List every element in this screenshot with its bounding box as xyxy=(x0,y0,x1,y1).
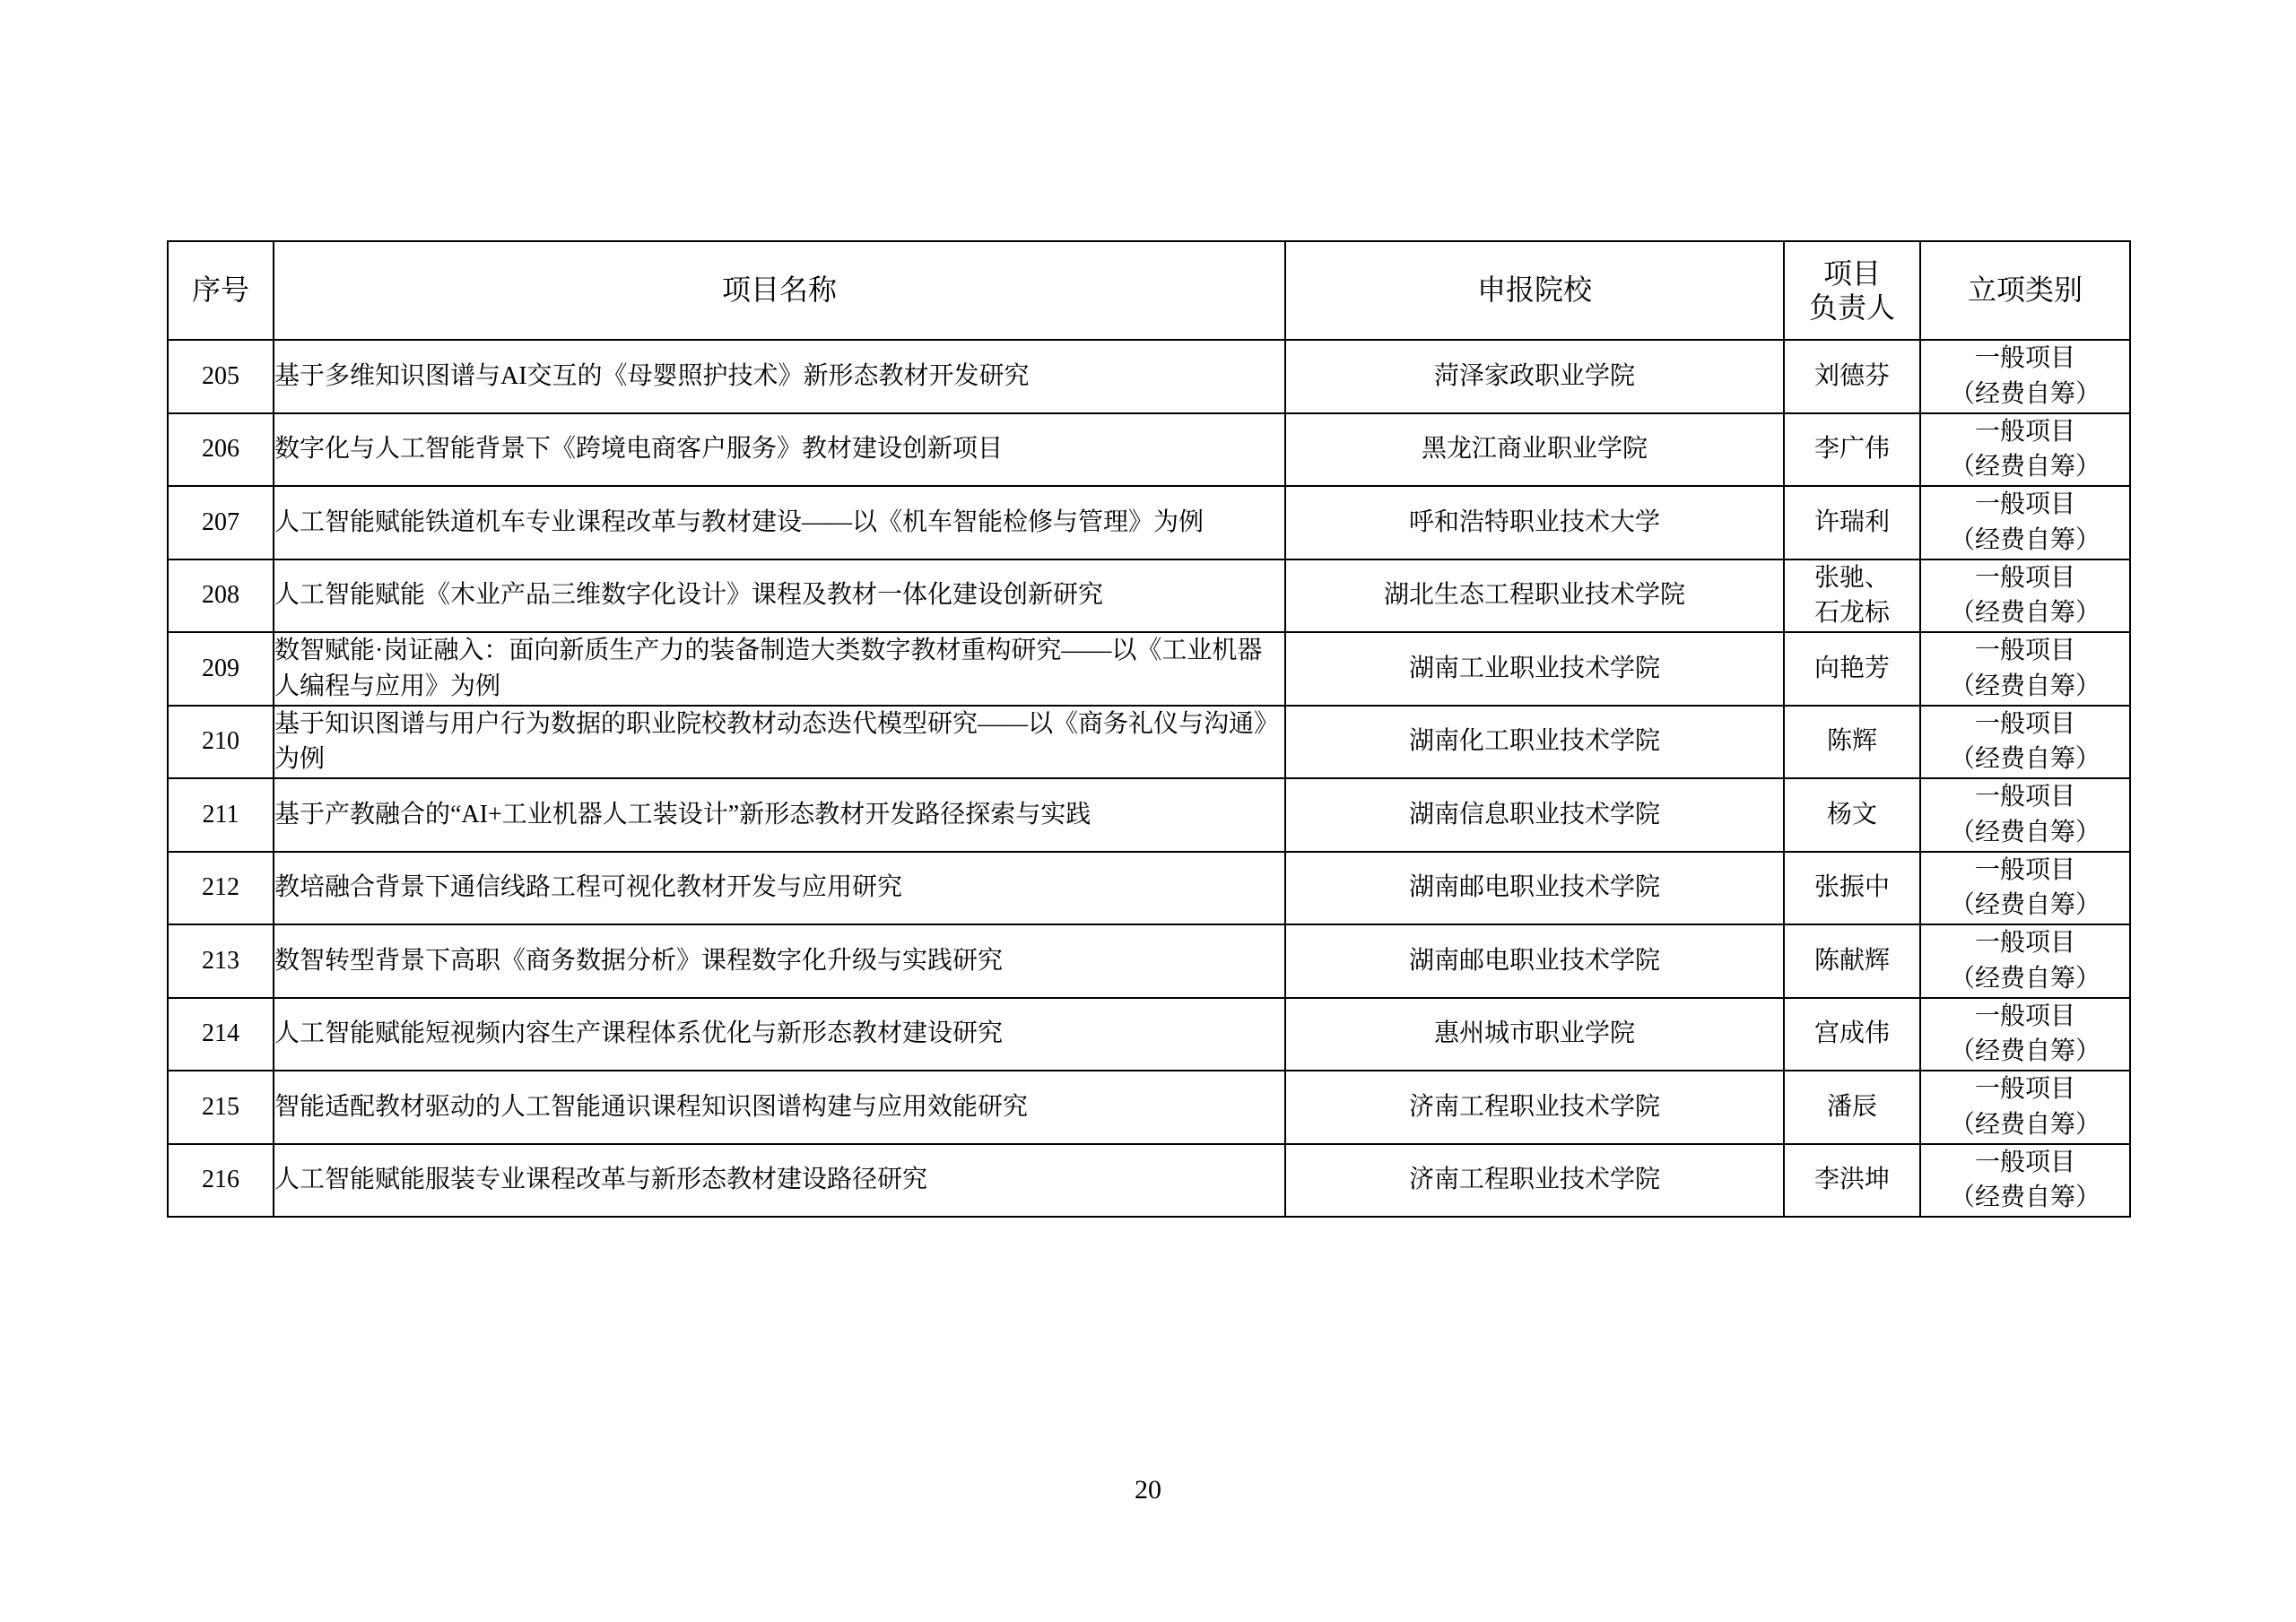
leader-name: 李洪坤 xyxy=(1813,1166,1890,1194)
category-line1: 一般项目 xyxy=(1974,637,2075,664)
category-line1: 一般项目 xyxy=(1974,709,2075,738)
leader-name: 刘德芬 xyxy=(1813,361,1890,390)
cell-project-name: 基于产教融合的“AI+工业机器人工装设计”新形态教材开发路径探索与实践 xyxy=(274,778,1285,852)
cell-school: 济南工程职业技术学院 xyxy=(1285,1144,1784,1218)
column-header-index: 序号 xyxy=(168,241,274,340)
table-row xyxy=(168,559,2130,633)
category-line2: （经费自筹） xyxy=(1949,599,2100,628)
cell-project-name: 人工智能赋能短视频内容生产课程体系优化与新形态教材建设研究 xyxy=(274,998,1285,1071)
cell-index: 213 xyxy=(168,924,274,998)
cell-leader xyxy=(1784,632,1920,706)
cell-index: 205 xyxy=(168,340,274,413)
cell-project-name: 教培融合背景下通信线路工程可视化教材开发与应用研究 xyxy=(274,852,1285,925)
cell-category xyxy=(1920,486,2130,559)
cell-category xyxy=(1920,559,2130,633)
table-header-row xyxy=(168,241,2130,340)
category-line2: （经费自筹） xyxy=(1949,672,2100,700)
cell-category xyxy=(1920,852,2130,925)
table-row xyxy=(168,340,2130,413)
cell-leader xyxy=(1784,924,1920,998)
category-line2: （经费自筹） xyxy=(1949,818,2100,846)
cell-school: 湖南工业职业技术学院 xyxy=(1285,632,1784,706)
category-line1: 一般项目 xyxy=(1974,929,2075,957)
cell-index: 215 xyxy=(168,1071,274,1144)
category-line1: 一般项目 xyxy=(1974,855,2075,884)
table-row xyxy=(168,924,2130,998)
cell-school: 湖北生态工程职业技术学院 xyxy=(1285,559,1784,633)
leader-name: 李广伟 xyxy=(1813,435,1890,464)
leader-name: 陈献辉 xyxy=(1813,946,1890,975)
leader-name: 许瑞利 xyxy=(1813,507,1890,536)
cell-project-name: 人工智能赋能服装专业课程改革与新形态教材建设路径研究 xyxy=(274,1144,1285,1218)
category-line2: （经费自筹） xyxy=(1949,1184,2100,1212)
page-number: 20 xyxy=(1135,1475,1161,1505)
cell-project-name: 数字化与人工智能背景下《跨境电商客户服务》教材建设创新项目 xyxy=(274,413,1285,487)
cell-school: 湖南信息职业技术学院 xyxy=(1285,778,1784,852)
category-line2: （经费自筹） xyxy=(1949,745,2100,774)
leader-name: 宫成伟 xyxy=(1813,1019,1890,1048)
category-line1: 一般项目 xyxy=(1974,1075,2075,1103)
table-row xyxy=(168,486,2130,559)
column-header-school: 申报院校 xyxy=(1285,241,1784,340)
cell-leader xyxy=(1784,1144,1920,1218)
cell-index: 214 xyxy=(168,998,274,1071)
category-line2: （经费自筹） xyxy=(1949,379,2100,408)
table-row xyxy=(168,998,2130,1071)
cell-project-name: 人工智能赋能铁道机车专业课程改革与教材建设——以《机车智能检修与管理》为例 xyxy=(274,486,1285,559)
cell-index: 207 xyxy=(168,486,274,559)
project-list-table xyxy=(167,240,2131,1218)
column-header-leader-line1: 项目 xyxy=(1822,256,1881,290)
category-line2: （经费自筹） xyxy=(1949,525,2100,554)
leader-name: 杨文 xyxy=(1826,800,1877,828)
cell-category xyxy=(1920,1071,2130,1144)
table-row xyxy=(168,1071,2130,1144)
cell-school: 济南工程职业技术学院 xyxy=(1285,1071,1784,1144)
column-header-project-name: 项目名称 xyxy=(274,241,1285,340)
cell-index: 206 xyxy=(168,413,274,487)
category-line1: 一般项目 xyxy=(1974,563,2075,592)
cell-category xyxy=(1920,1144,2130,1218)
category-line1: 一般项目 xyxy=(1974,344,2075,372)
cell-index: 208 xyxy=(168,559,274,633)
cell-school: 菏泽家政职业学院 xyxy=(1285,340,1784,413)
cell-school: 湖南化工职业技术学院 xyxy=(1285,706,1784,779)
table-row xyxy=(168,413,2130,487)
cell-leader xyxy=(1784,340,1920,413)
cell-category xyxy=(1920,998,2130,1071)
cell-school: 湖南邮电职业技术学院 xyxy=(1285,924,1784,998)
category-line2: （经费自筹） xyxy=(1949,453,2100,481)
leader-name: 石龙标 xyxy=(1813,599,1890,628)
cell-index: 211 xyxy=(168,778,274,852)
cell-project-name: 基于多维知识图谱与AI交互的《母婴照护技术》新形态教材开发研究 xyxy=(274,340,1285,413)
cell-index: 210 xyxy=(168,706,274,779)
leader-name: 张振中 xyxy=(1813,873,1890,902)
column-header-leader xyxy=(1784,241,1920,340)
cell-category xyxy=(1920,632,2130,706)
table-row xyxy=(168,632,2130,706)
cell-leader xyxy=(1784,998,1920,1071)
project-list-table-wrapper xyxy=(167,240,2129,1218)
cell-leader xyxy=(1784,486,1920,559)
category-line1: 一般项目 xyxy=(1974,783,2075,811)
cell-category xyxy=(1920,340,2130,413)
cell-category xyxy=(1920,413,2130,487)
category-line2: （经费自筹） xyxy=(1949,1037,2100,1066)
category-line2: （经费自筹） xyxy=(1949,1110,2100,1139)
cell-category xyxy=(1920,706,2130,779)
cell-school: 湖南邮电职业技术学院 xyxy=(1285,852,1784,925)
table-row xyxy=(168,706,2130,779)
cell-project-name: 数智赋能·岗证融入：面向新质生产力的装备制造大类数字教材重构研究——以《工业机器人编程与应用》为例 xyxy=(274,632,1285,706)
cell-leader xyxy=(1784,559,1920,633)
cell-project-name: 智能适配教材驱动的人工智能通识课程知识图谱构建与应用效能研究 xyxy=(274,1071,1285,1144)
cell-index: 209 xyxy=(168,632,274,706)
cell-leader xyxy=(1784,706,1920,779)
cell-school: 惠州城市职业学院 xyxy=(1285,998,1784,1071)
cell-school: 呼和浩特职业技术大学 xyxy=(1285,486,1784,559)
leader-name: 向艳芳 xyxy=(1813,654,1890,682)
table-row xyxy=(168,1144,2130,1218)
cell-project-name: 数智转型背景下高职《商务数据分析》课程数字化升级与实践研究 xyxy=(274,924,1285,998)
category-line1: 一般项目 xyxy=(1974,417,2075,446)
cell-school: 黑龙江商业职业学院 xyxy=(1285,413,1784,487)
cell-leader xyxy=(1784,852,1920,925)
table-row xyxy=(168,852,2130,925)
cell-project-name: 人工智能赋能《木业产品三维数字化设计》课程及教材一体化建设创新研究 xyxy=(274,559,1285,633)
cell-leader xyxy=(1784,413,1920,487)
leader-name: 张驰、 xyxy=(1813,563,1890,592)
leader-name: 潘辰 xyxy=(1826,1092,1877,1121)
cell-category xyxy=(1920,778,2130,852)
category-line1: 一般项目 xyxy=(1974,1148,2075,1176)
category-line2: （经费自筹） xyxy=(1949,891,2100,920)
column-header-category: 立项类别 xyxy=(1920,241,2130,340)
column-header-leader-line2: 负责人 xyxy=(1808,291,1895,324)
leader-name: 陈辉 xyxy=(1826,727,1877,756)
cell-leader xyxy=(1784,778,1920,852)
category-line1: 一般项目 xyxy=(1974,1002,2075,1030)
cell-project-name: 基于知识图谱与用户行为数据的职业院校教材动态迭代模型研究——以《商务礼仪与沟通》为例 xyxy=(274,706,1285,779)
cell-index: 216 xyxy=(168,1144,274,1218)
table-row xyxy=(168,778,2130,852)
cell-category xyxy=(1920,924,2130,998)
cell-index: 212 xyxy=(168,852,274,925)
category-line2: （经费自筹） xyxy=(1949,964,2100,993)
category-line1: 一般项目 xyxy=(1974,490,2075,518)
table-body xyxy=(168,340,2130,1217)
cell-leader xyxy=(1784,1071,1920,1144)
